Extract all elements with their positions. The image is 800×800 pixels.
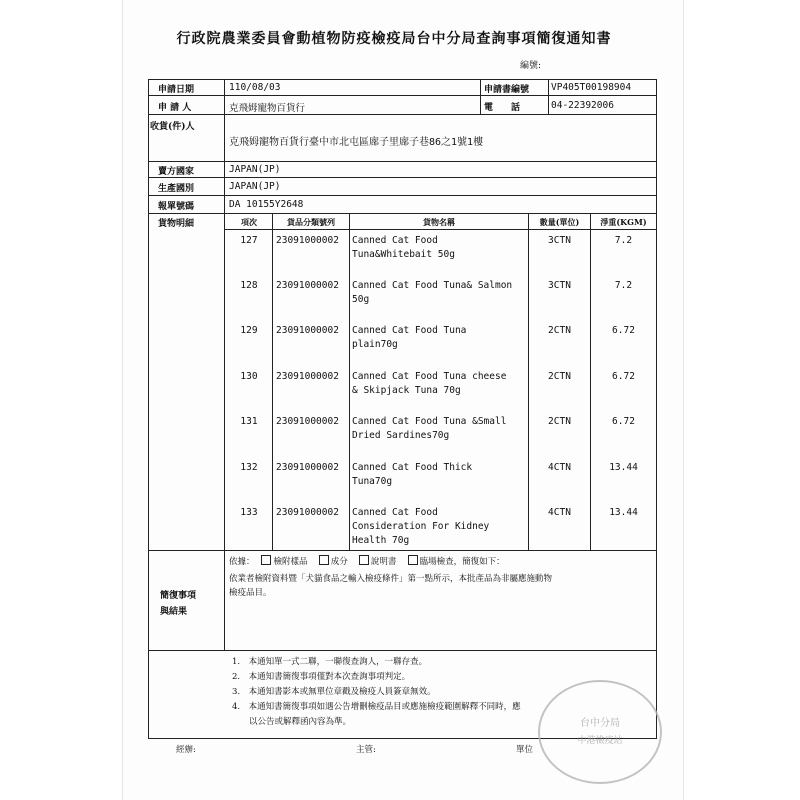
basis-option-sample: 檢附樣品 bbox=[273, 557, 308, 567]
item-code: 23091000002 bbox=[276, 371, 339, 382]
label-column-divider bbox=[224, 550, 225, 650]
note-item: 2. 本通知書簡復事項僅對本次查詢事項判定。 bbox=[232, 672, 411, 682]
basis-option-ingredient: 成分 bbox=[330, 557, 348, 567]
item-weight: 13.44 bbox=[609, 462, 638, 473]
item-name: Canned Cat Food Tuna& Salmon 50g bbox=[352, 280, 513, 305]
applicant-value: 克飛姆寵物百貨行 bbox=[229, 103, 306, 114]
unit-label: 單位 bbox=[516, 745, 534, 755]
item-no: 131 bbox=[240, 416, 258, 427]
col-header-code: 貨品分類號列 bbox=[287, 217, 335, 227]
apply-no-label: 申請書編號 bbox=[484, 85, 530, 95]
column-divider bbox=[349, 213, 350, 550]
item-qty: 2CTN bbox=[548, 416, 571, 427]
consignee-value: 克飛姆寵物百貨行臺中市北屯區廍子里廍子巷86之1號1樓 bbox=[229, 137, 484, 148]
column-divider bbox=[480, 79, 481, 114]
checkbox-icon bbox=[261, 555, 271, 565]
seller-country-label: 賣方國家 bbox=[158, 167, 195, 177]
item-name: Canned Cat Food Tuna cheese & Skipjack Tuna 70g bbox=[352, 371, 507, 396]
note-item: 3. 本通知書影本或無單位章戳及檢疫人員簽章無效。 bbox=[232, 687, 436, 697]
item-code: 23091000002 bbox=[276, 280, 339, 291]
item-weight: 7.2 bbox=[614, 280, 633, 291]
customs-no-value: DA 10155Y2648 bbox=[229, 199, 304, 210]
handler-label: 經辦: bbox=[176, 745, 196, 755]
item-qty: 2CTN bbox=[548, 371, 571, 382]
item-weight: 6.72 bbox=[612, 325, 635, 336]
item-weight: 7.2 bbox=[614, 235, 633, 246]
apply-date-value: 110/08/03 bbox=[229, 82, 281, 93]
origin-country-label: 生產國別 bbox=[158, 184, 195, 194]
col-header-qty: 數量(單位) bbox=[539, 217, 580, 227]
consignee-label: 收貨(件)人 bbox=[150, 122, 195, 132]
item-code: 23091000002 bbox=[276, 235, 339, 246]
phone-label: 電 話 bbox=[484, 103, 521, 113]
reply-result: 依業者檢附資料暨「犬貓食品之輸入檢疫條件」第一點所示，本批產品為非屬應施動物 bbox=[229, 574, 553, 584]
column-divider bbox=[272, 213, 273, 550]
table-right-border bbox=[656, 79, 657, 739]
checkbox-icon bbox=[408, 555, 418, 565]
basis-option-manual: 說明書 bbox=[370, 557, 397, 567]
table-left-border bbox=[148, 79, 149, 739]
reply-result-cont: 檢疫品目。 bbox=[229, 588, 272, 598]
row-divider bbox=[224, 229, 656, 230]
note-item: 4. 本通知書簡復事項如遇公告增刪檢疫品目或應施檢疫範圍解釋不同時，應 bbox=[232, 702, 521, 712]
notes-list bbox=[232, 655, 521, 730]
basis-row: 依據： 檢附樣品 成分 說明書 臨場檢查，簡復如下： bbox=[229, 557, 505, 567]
item-no: 132 bbox=[240, 462, 258, 473]
seal-text: 台中分局 bbox=[580, 718, 620, 729]
item-no: 133 bbox=[240, 507, 258, 518]
checkbox-icon bbox=[319, 555, 329, 565]
col-header-no: 項次 bbox=[241, 217, 257, 227]
item-code: 23091000002 bbox=[276, 416, 339, 427]
phone-value: 04-22392006 bbox=[551, 100, 614, 111]
basis-option-inspection: 臨場檢查，簡復如下： bbox=[419, 557, 505, 567]
apply-date-label: 申請日期 bbox=[158, 85, 195, 95]
official-seal bbox=[538, 680, 662, 784]
item-name: Canned Cat Food Tuna&Whitebait 50g bbox=[352, 235, 455, 260]
col-header-weight: 淨重(KGM) bbox=[600, 217, 647, 227]
checkbox-icon bbox=[359, 555, 369, 565]
reply-label: 簡復事項與結果 bbox=[160, 591, 197, 617]
col-header-name: 貨物名稱 bbox=[423, 217, 455, 227]
label-column-divider bbox=[224, 79, 225, 550]
note-item: 1. 本通知單一式二聯，一聯復查詢人，一聯存查。 bbox=[232, 657, 428, 667]
item-name: Canned Cat Food Thick Tuna70g bbox=[352, 462, 473, 487]
document-title: 行政院農業委員會動植物防疫檢疫局台中分局查詢事項簡復通知書 bbox=[176, 31, 612, 47]
item-name: Canned Cat Food Tuna plain70g bbox=[352, 325, 467, 350]
item-weight: 6.72 bbox=[612, 416, 635, 427]
item-qty: 2CTN bbox=[548, 325, 571, 336]
item-code: 23091000002 bbox=[276, 325, 339, 336]
column-divider bbox=[548, 79, 549, 114]
item-name: Canned Cat Food Tuna &Small Dried Sardines70g bbox=[352, 416, 507, 441]
customs-no-label: 報單號碼 bbox=[158, 202, 195, 212]
serial-label: 編號: bbox=[520, 61, 542, 71]
item-qty: 3CTN bbox=[548, 235, 571, 246]
item-no: 127 bbox=[240, 235, 258, 246]
apply-no-value: VP405T00198904 bbox=[551, 82, 632, 93]
item-name: Canned Cat Food Consideration For Kidney Health 70g bbox=[352, 507, 490, 546]
supervisor-label: 主管: bbox=[356, 745, 376, 755]
note-item: 以公告或解釋函內容為準。 bbox=[232, 717, 352, 727]
item-weight: 13.44 bbox=[609, 507, 638, 518]
seller-country-value: JAPAN(JP) bbox=[229, 164, 281, 175]
seal-text: 中港檢疫站 bbox=[577, 736, 623, 746]
item-code: 23091000002 bbox=[276, 462, 339, 473]
row-divider bbox=[148, 650, 656, 651]
item-no: 129 bbox=[240, 325, 258, 336]
applicant-label: 申 請 人 bbox=[158, 103, 192, 113]
item-weight: 6.72 bbox=[612, 371, 635, 382]
origin-country-value: JAPAN(JP) bbox=[229, 181, 281, 192]
item-qty: 4CTN bbox=[548, 462, 571, 473]
item-no: 130 bbox=[240, 371, 258, 382]
item-no: 128 bbox=[240, 280, 258, 291]
item-qty: 3CTN bbox=[548, 280, 571, 291]
item-qty: 4CTN bbox=[548, 507, 571, 518]
basis-label: 依據 bbox=[229, 557, 247, 567]
goods-label: 貨物明細 bbox=[158, 219, 195, 229]
item-code: 23091000002 bbox=[276, 507, 339, 518]
